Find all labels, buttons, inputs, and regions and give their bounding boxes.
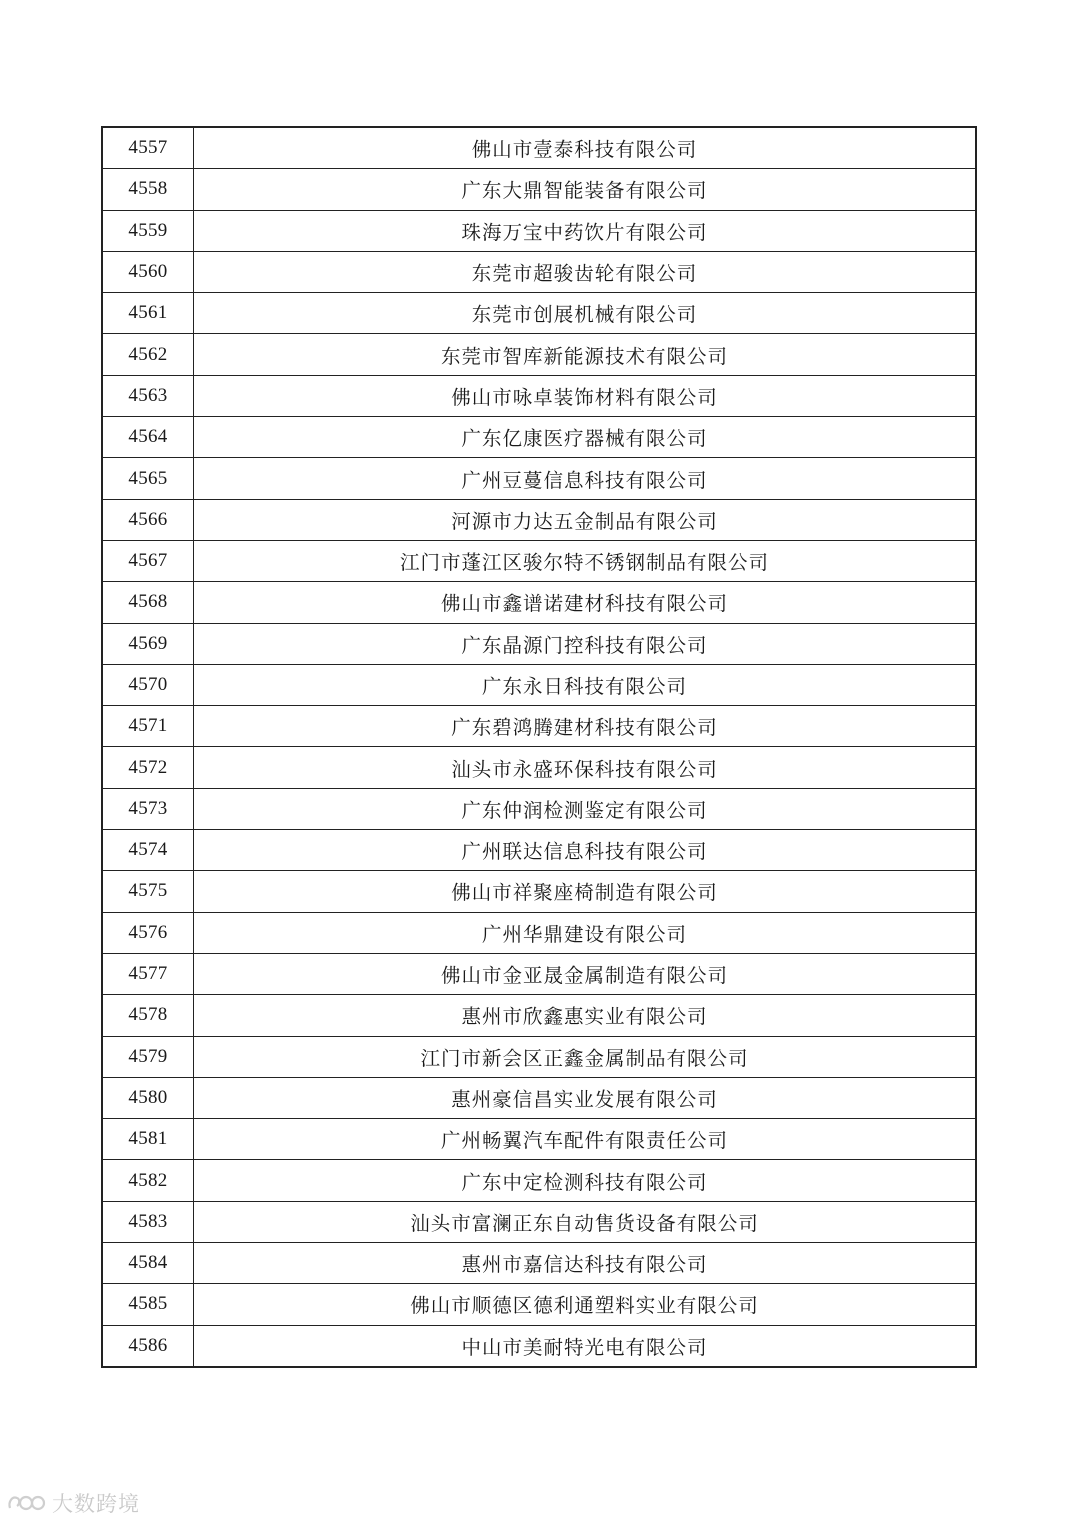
company-name: 广州华鼎建设有限公司 [194, 912, 977, 953]
row-number: 4576 [102, 912, 194, 953]
company-name: 汕头市富澜正东自动售货设备有限公司 [194, 1201, 977, 1242]
table-row [102, 499, 976, 540]
company-name: 广东永日科技有限公司 [194, 664, 977, 705]
table-row [102, 1160, 976, 1201]
company-name: 惠州市嘉信达科技有限公司 [194, 1243, 977, 1284]
brand-logo-icon [6, 1492, 46, 1514]
row-number: 4559 [102, 210, 194, 251]
row-number: 4562 [102, 334, 194, 375]
table-row [102, 912, 976, 953]
company-name: 佛山市咏卓装饰材料有限公司 [194, 375, 977, 416]
table-row [102, 375, 976, 416]
company-name: 江门市蓬江区骏尔特不锈钢制品有限公司 [194, 540, 977, 581]
company-name: 惠州市欣鑫惠实业有限公司 [194, 995, 977, 1036]
company-name: 惠州豪信昌实业发展有限公司 [194, 1077, 977, 1118]
row-number: 4572 [102, 747, 194, 788]
company-name: 广东晶源门控科技有限公司 [194, 623, 977, 664]
table-row [102, 127, 976, 169]
row-number: 4575 [102, 871, 194, 912]
table-row [102, 1201, 976, 1242]
table-row [102, 293, 976, 334]
company-name: 江门市新会区正鑫金属制品有限公司 [194, 1036, 977, 1077]
table-row [102, 1243, 976, 1284]
row-number: 4558 [102, 169, 194, 210]
table-row [102, 251, 976, 292]
table-row [102, 417, 976, 458]
company-name: 广东中定检测科技有限公司 [194, 1160, 977, 1201]
company-name: 广州豆蔓信息科技有限公司 [194, 458, 977, 499]
table-row [102, 582, 976, 623]
watermark [6, 1486, 140, 1520]
table-row [102, 210, 976, 251]
table-row [102, 664, 976, 705]
table-row [102, 1284, 976, 1325]
company-name: 广东碧鸿腾建材科技有限公司 [194, 706, 977, 747]
row-number: 4567 [102, 540, 194, 581]
row-number: 4560 [102, 251, 194, 292]
company-name: 广东亿康医疗器械有限公司 [194, 417, 977, 458]
row-number: 4566 [102, 499, 194, 540]
table-row [102, 1077, 976, 1118]
company-name: 汕头市永盛环保科技有限公司 [194, 747, 977, 788]
company-name: 广州联达信息科技有限公司 [194, 830, 977, 871]
table-row [102, 995, 976, 1036]
table-row [102, 953, 976, 994]
table-row [102, 334, 976, 375]
table-row [102, 540, 976, 581]
row-number: 4578 [102, 995, 194, 1036]
company-name: 河源市力达五金制品有限公司 [194, 499, 977, 540]
row-number: 4580 [102, 1077, 194, 1118]
row-number: 4573 [102, 788, 194, 829]
row-number: 4586 [102, 1325, 194, 1367]
table-row [102, 830, 976, 871]
row-number: 4583 [102, 1201, 194, 1242]
table-row [102, 871, 976, 912]
table-row [102, 169, 976, 210]
company-name: 中山市美耐特光电有限公司 [194, 1325, 977, 1367]
company-name: 佛山市金亚晟金属制造有限公司 [194, 953, 977, 994]
table-row [102, 1325, 976, 1367]
table-row [102, 706, 976, 747]
table-row [102, 1036, 976, 1077]
row-number: 4577 [102, 953, 194, 994]
row-number: 4584 [102, 1243, 194, 1284]
row-number: 4569 [102, 623, 194, 664]
table-row [102, 1119, 976, 1160]
row-number: 4561 [102, 293, 194, 334]
row-number: 4565 [102, 458, 194, 499]
row-number: 4568 [102, 582, 194, 623]
row-number: 4557 [102, 127, 194, 169]
table-row [102, 458, 976, 499]
table-row [102, 747, 976, 788]
company-name: 广东仲润检测鉴定有限公司 [194, 788, 977, 829]
watermark-text: 大数跨境 [52, 1492, 140, 1516]
row-number: 4563 [102, 375, 194, 416]
row-number: 4579 [102, 1036, 194, 1077]
row-number: 4574 [102, 830, 194, 871]
row-number: 4564 [102, 417, 194, 458]
company-name: 东莞市创展机械有限公司 [194, 293, 977, 334]
company-name: 佛山市顺德区德利通塑料实业有限公司 [194, 1284, 977, 1325]
company-name: 佛山市祥聚座椅制造有限公司 [194, 871, 977, 912]
company-name: 佛山市鑫谱诺建材科技有限公司 [194, 582, 977, 623]
row-number: 4581 [102, 1119, 194, 1160]
company-name: 东莞市超骏齿轮有限公司 [194, 251, 977, 292]
company-name: 佛山市壹泰科技有限公司 [194, 127, 977, 169]
row-number: 4571 [102, 706, 194, 747]
table-body [102, 127, 976, 1367]
company-name: 东莞市智库新能源技术有限公司 [194, 334, 977, 375]
row-number: 4570 [102, 664, 194, 705]
row-number: 4585 [102, 1284, 194, 1325]
table-row [102, 623, 976, 664]
company-name: 广州畅翼汽车配件有限责任公司 [194, 1119, 977, 1160]
table-row [102, 788, 976, 829]
company-name: 广东大鼎智能装备有限公司 [194, 169, 977, 210]
company-name: 珠海万宝中药饮片有限公司 [194, 210, 977, 251]
company-list-table [101, 126, 977, 1368]
row-number: 4582 [102, 1160, 194, 1201]
